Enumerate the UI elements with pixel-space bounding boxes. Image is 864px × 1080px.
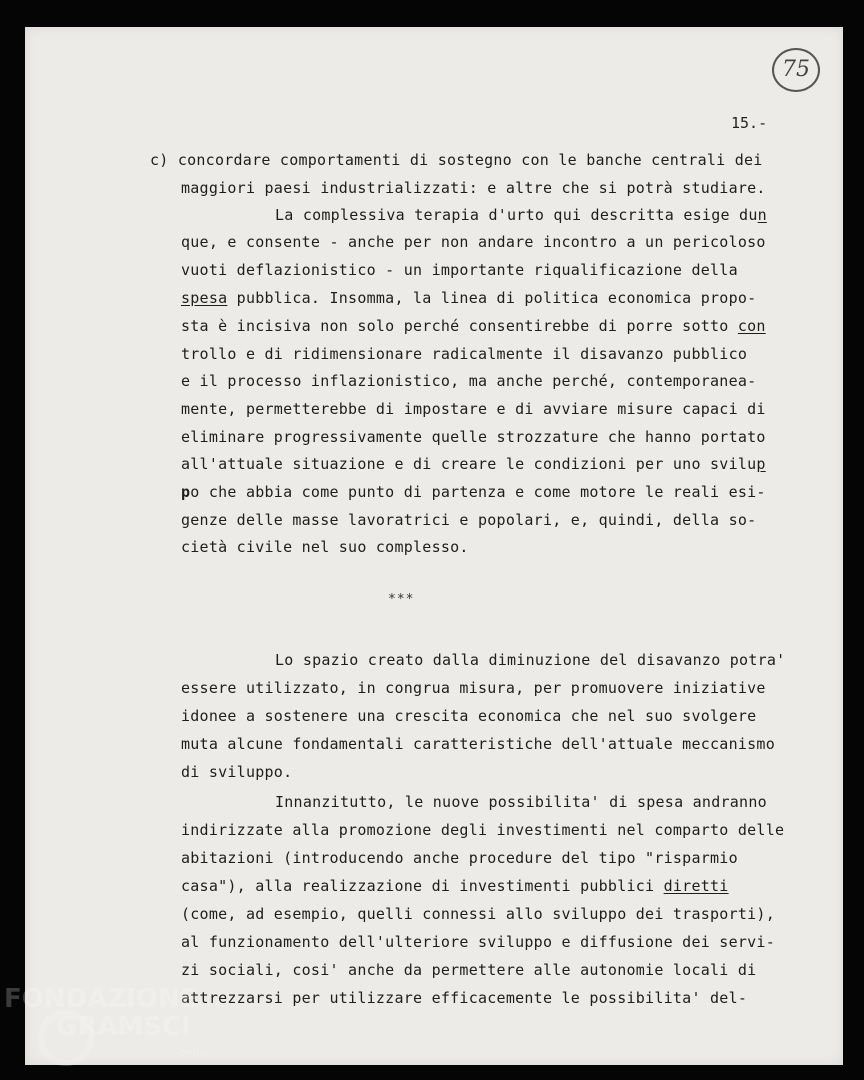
text-line: La complessiva terapia d'urto qui descritta esige dun [275,206,767,224]
text-line: c) concordare comportamenti di sostegno con le banche centrali dei [150,151,763,169]
underlined-text: diretti [663,877,729,895]
text-line: all'attuale situazione e di creare le condizioni per uno svilup [181,455,766,473]
text-line: abitazioni (introducendo anche procedure del tipo "risparmio [181,849,738,867]
text-line: mente, permetterebbe di impostare e di avviare misure capaci di [181,400,766,418]
underlined-text: p [756,455,766,473]
text-line: maggiori paesi industrializzati: e altre che si potrà studiare. [181,179,766,197]
text-line: cietà civile nel suo complesso. [181,538,469,556]
text-line: di sviluppo. [181,763,293,781]
text-line: genze delle masse lavoratrici e popolari, e, quindi, della so- [181,511,757,529]
text-line: Innanzitutto, le nuove possibilita' di spesa andranno [275,793,767,811]
underlined-text: n [757,206,767,224]
underlined-text: con [737,317,766,335]
text-line: attrezzarsi per utilizzare efficacemente le possibilita' del- [181,989,748,1007]
text-line: vuoti deflazionistico - un importante riqualificazione della [181,261,738,279]
text-line: que, e consente - anche per non andare incontro a un pericoloso [181,233,766,251]
text-line: e il processo inflazionistico, ma anche perché, contemporanea- [181,372,757,390]
underlined-text: spesa [181,289,228,307]
text-line: idonee a sostenere una crescita economica che nel suo svolgere [181,707,757,725]
text-line: po che abbia come punto di partenza e come motore le reali esi- [181,483,766,501]
text-line: spesa pubblica. Insomma, la linea di politica economica propo- [181,289,757,307]
text-line: zi sociali, cosi' anche da permettere alle autonomie locali di [181,961,757,979]
text-line: indirizzate alla promozione degli investimenti nel comparto delle [181,821,785,839]
text-line: sta è incisiva non solo perché consentirebbe di porre sotto con [181,317,766,335]
text-line: eliminare progressivamente quelle strozzature che hanno portato [181,428,766,446]
page-number: 15.- [731,114,768,132]
text-line: trollo e di ridimensionare radicalmente il disavanzo pubblico [181,345,748,363]
text-line: casa"), alla realizzazione di investimenti pubblici diretti [181,877,729,895]
archive-page-stamp: 75 [772,48,820,92]
text-line: essere utilizzato, in congrua misura, per promuovere iniziative [181,679,766,697]
text-line: Lo spazio creato dalla diminuzione del disavanzo potra' [275,651,786,669]
text-line: al funzionamento dell'ulteriore sviluppo e diffusione dei servi- [181,933,775,951]
section-separator: *** [388,592,415,607]
text-line: (come, ad esempio, quelli connessi allo sviluppo dei trasporti), [181,905,775,923]
text-line: muta alcune fondamentali caratteristiche dell'attuale meccanismo [181,735,775,753]
fondazione-gramsci-watermark: FONDAZIONE GRAMSCI onlus [4,984,244,1080]
